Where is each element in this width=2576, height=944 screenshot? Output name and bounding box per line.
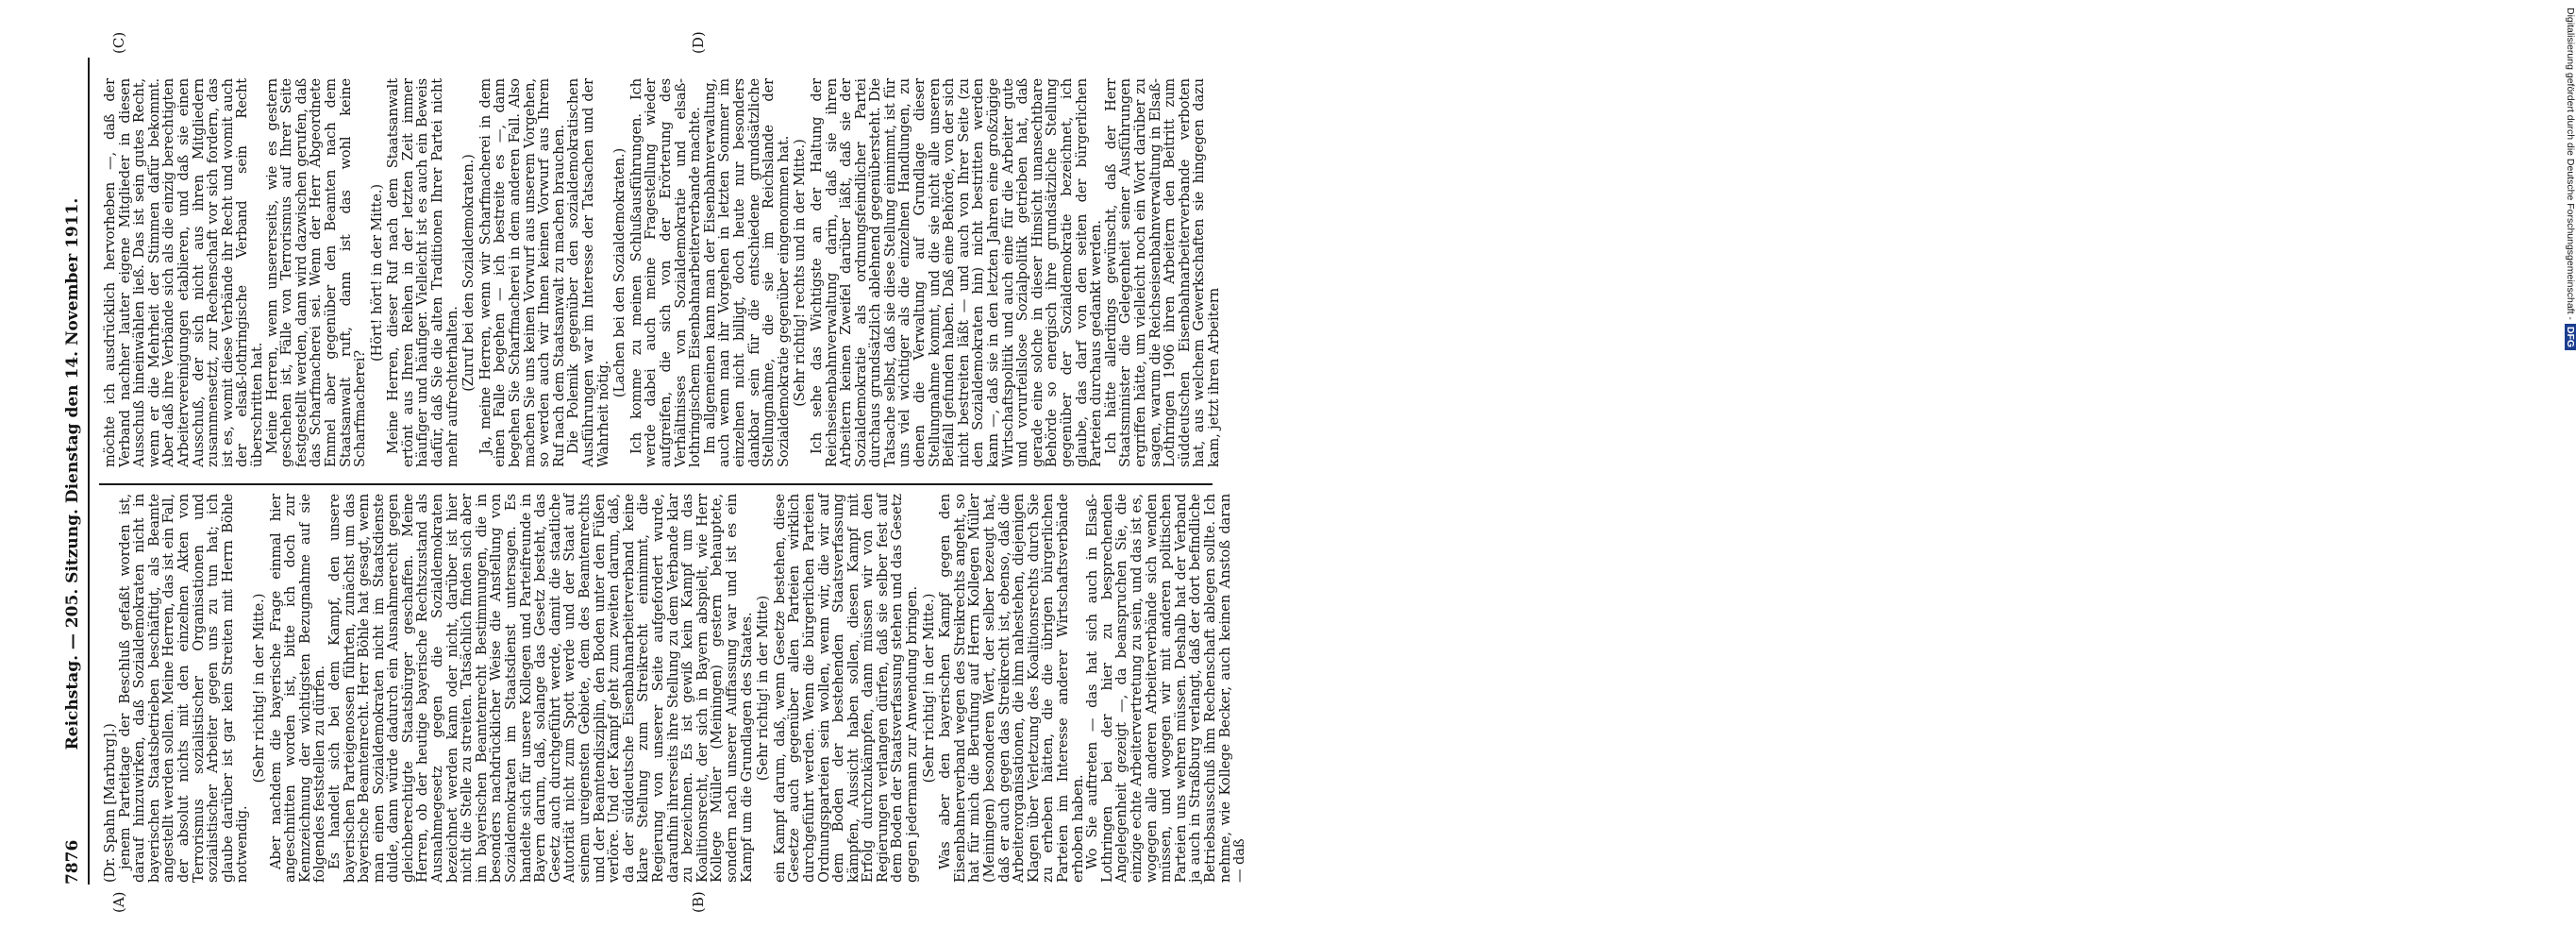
paragraph: Ich sehe das Wichtigste an der Haltung der Reichseisenbahnverwaltung darin, daß sie ihren Arbeitern keinen Zweifel darüber läßt, daß sie der Sozialdemokratie als ordnungsfeindlicher Partei durchaus grundsätzlich ablehnend gegenübersteht. Die Tatsache selbst, daß sie diese Stellung einnimmt, ist für uns viel wichtiger als die einzelnen Handlungen, zu denen die Verwaltung auf Grundlage dieser Stellungnahme kommt, und die sie nicht alle unseren Beifall gefunden haben. Daß eine Behörde, von der sich nicht bestreiten läßt — und auch von Ihrer Seite (zu den Sozialdemokraten hin) nicht bestritten werden kann —, daß sie in den letzten Jahren eine großzügige Wirtschaftspolitik und auch eine für die Arbeiter gute und vorurteilslose Sozialpolitik getrieben hat, daß gerade eine solche in dieser Hinsicht unansechtbare Behörde so energisch ihre grundsätzliche Stellung gegenüber der Sozialdemokratie bezeichnet, ich glaube, das darf von den seiten der bürgerlichen Parteien durchaus gedankt werden.: [808, 78, 1105, 467]
margin-marker-c: (C): [110, 31, 127, 54]
interjection: (Sehr richtig! rechts und in der Mitte.): [792, 139, 809, 407]
paragraph: Was aber den bayerischen Kampf gegen den Eisenbahnerverband wegen des Streikrechts angeht, so hat für mich die Berufung auf Herrn Kollegen Müller (Meiningen) besonderen Wert, der selber bezeugt hat, daß er auch gegen das Streikrecht ist, ebenso, daß die Arbeiterorganisationen, die ihm nahestehen, diejenigen Klagen über Verletzung des Koalitionsrechts durch Sie zu erheben hätten, die die übrigen bürgerlichen Parteien im Interesse anderer Wirtschaftsverbände erhoben haben.: [937, 494, 1086, 883]
column-divider: [99, 483, 1213, 485]
paragraph: jenem Parteitage der Beschluß gefaßt worden ist, darauf hinzuwirken, daß Sozialdemokraten nicht in bayerischen Staatsbetrieben beschäftigt, als Beamte angestellt werden sollen. Meine Herren, das ist ein Fall, der absolut nichts mit den einzelnen Akten von Terrorismus sozialistischer Organisationen und sozialistischer Arbeiter gegen uns zu tun hat; ich glaube darüber ist gar kein Streiten mit Herrn Böhle notwendig.: [116, 494, 251, 883]
rotated-page: [39, 33, 1265, 911]
paragraph: Wo Sie auftreten — das hat sich auch in Elsaß-Lothringen bei der hier zu besprechenden Angelegenheit gezeigt —, da beanspruchen Sie, die einzige echte Arbeitervertretung zu sein, und das ist es, wogegen alle anderen Arbeiterverbände sich wenden müssen, und wogegen wir mit anderen politischen Parteien uns wehren müssen. Deshalb hat der Verband ja auch in Straßburg verlangt, daß der dort befindliche Betriebsausschuß ihm Rechenschaft ablegen sollte. Ich nehme, wie Kollege Becker, auch keinen Anstoß daran — daß: [1084, 494, 1248, 883]
interjection: (Sehr richtig! in der Mitte.): [250, 593, 267, 784]
paragraph: möchte ich ausdrücklich hervorheben —, daß der Verband nachher lauter eigene Mitglieder in diesen Ausschuß hineinwählen ließ. Das ist sein gutes Recht, wenn er die Mehrheit der Stimmen dafür bekommt. Aber daß ihre Verbände sich als die einzig berechtigten Arbeitervereinigungen etablieren, und daß sie einen Ausschuß, der sich nicht aus ihren Mitgliedern zusammensetzt, zur Rechenschaft vor sich fordern, das ist es, womit diese Verbände ihr Recht und womit auch der elsaß-lothringische Verband sein Recht überschritten hat.: [102, 78, 265, 467]
left-column: [103, 494, 1247, 883]
paragraph: ein Kampf darum, daß, wenn Gesetze bestehen, diese Gesetze auch gegenüber allen Parteien wirklich durchgeführt werden. Wenn die bürgerlichen Parteien Ordnungsparteien sein wollen, wenn wir, die wir auf dem Boden der bestehenden Staatsverfassung kämpfen, Aussicht haben sollen, diesen Kampf mit Erfolg durchzukämpfen, dann müssen wir von den Regierungen verlangen dürfen, daß sie selber fest auf dem Boden der Staatsverfassung stehen und das Gesetz gegen jedermann zur Anwendung bringen.: [771, 494, 921, 883]
header-rule: [88, 58, 90, 885]
page-header: [58, 63, 88, 885]
paragraph: Aber nachdem die bayerische Frage einmal hier angeschnitten worden ist, bitte ich doch zur Kennzeichnung der wichtigsten Bezugnahme auf sie folgendes feststellen zu dürfen.: [267, 494, 328, 883]
interjection: (Hört! hört! in der Mitte.): [368, 184, 385, 362]
dfg-logo-icon: DFG: [2565, 324, 2576, 350]
paragraph: Ich hätte allerdings gewünscht, daß der Herr Staatsminister die Gelegenheit seiner Ausführungen ergriffen hätte, um vielleicht noch ein Wort darüber zu sagen, warum die Reichseisenbahnverwaltung in Elsaß-Lothringen 1906 ihren Arbeitern den Beitritt zum süddeutschen Eisenbahnarbeiterverbande verboten hat, aus welchem Gewerkschaften sie hingegen dazu kam, jetzt ihren Arbeitern: [1102, 78, 1222, 467]
running-head: Reichstag. — 205. Sitzung. Dienstag den 14. November 1911.: [63, 197, 82, 750]
interjection: (Sehr richtig! in der Mitte): [755, 595, 772, 782]
dfg-credit: [1283, 0, 2576, 944]
right-column: [103, 78, 1222, 467]
paragraph: Meine Herren, dieser Ruf nach dem Staatsanwalt ertönt aus Ihren Reihen in der letzten Zeit immer häufiger und häufiger. Vielleicht ist es auch ein Beweis dafür, daß Sie die alten Traditionen Ihrer Partei nicht mehr aufrechterhalten.: [385, 78, 460, 467]
interjection: (Zuruf bei den Sozialdemokraten.): [460, 154, 477, 392]
paragraph: Die Polemik gegenüber den sozialdemokratischen Ausführungen war im Interesse der Tatsachen und der Wahrheit nötig.: [565, 78, 611, 467]
credit-text: Digitalisierung gefördert durch die Deutsche Forschungsgemeinschaft -: [2565, 8, 2576, 320]
paragraph: Im allgemeinen kann man der Eisenbahnverwaltung, auch wenn man ihr Vorgehen in letzten Sommer im einzelnen nicht billigt, doch heute nur besonders dankbar sein für die entschiedene grundsätzliche Stellungnahme, die sie im Reichslande der Sozialdemokratie gegenüber eingenommen hat.: [701, 78, 792, 467]
interjection: (Sehr richtig! in der Mitte.): [920, 593, 937, 784]
paragraph: Es handelt sich bei dem Kampf, den unsere bayerischen Parteigenossen führten, zunächst um das bayerische Beamtenrecht. Herr Böhle hat gesagt, wenn man einen Sozialdemokraten nicht im Staatsdienste dulde, dann würde dadurch ein Ausnahmerecht gegen gleichberechtigte Staatsbürger geschaffen. Meine Herren, ob der heutige bayerische Rechtszustand als Ausnahmegesetz gegen die Sozialdemokraten bezeichnet werden kann oder nicht, darüber ist hier nicht die Stelle zu streiten. Tatsächlich finden sich aber im bayerischen Beamtenrecht Bestimmungen, die in besonders nachdrücklicher Weise die Anstellung von Sozialdemokraten im Staatsdienst untersagen. Es handelte sich für unsere Kollegen und Parteifreunde in Bayern darum, daß, solange das Gesetz besteht, das Gesetz auch durchgeführt werde, damit die staatliche Autorität nicht zum Spott werde und der Staat auf seinem ureigensten Gebiete, dem des Beamtenrechts und der Beamtendisziplin, den Boden unter den Füßen verlöre. Und der Kampf geht zum zweiten darum, daß, da der süddeutsche Eisenbahnarbeiterverband keine klare Stellung zum Streikrecht einnimmt, die Regierung von unserer Seite aufgefordert wurde, daraufhin ihrerseits ihre Stellung zu dem Verbande klar zu bezeichnen. Es ist gewiß kein Kampf um das Koalitionsrecht, der sich in Bayern abspielt, wie Herr Kollege Müller (Meiningen) gestern behauptete, sondern nach unserer Auffassung war und ist es ein Kampf um die Grundlagen des Staates.: [326, 494, 755, 883]
paragraph: Meine Herren, wenn unsererseits, wie es gestern geschehen ist, Fälle von Terrorismus auf Ihrer Seite festgestellt werden, dann wird dazwischen gerufen, daß das Scharfmacherei sei. Wenn der Herr Abgeordnete Emmel aber gegenüber den Beamten nach dem Staatsanwalt ruft, dann ist das wohl keine Scharfmacherei?: [263, 78, 369, 467]
speaker-line: (Dr. Spahn [Marburg].): [102, 723, 118, 883]
paragraph: Ich komme zu meinen Schlußausführungen. Ich werde dabei auch meine Fragestellung wieder aufgreifen, die sich von der Erörterung des Verhältnisses von Sozialdemokratie und elsaß-lothringischem Eisenbahnarbeiterverbande machte.: [627, 78, 704, 467]
dfg-credit-text: [2565, 8, 2576, 350]
margin-marker-d: (D): [690, 31, 707, 54]
page-number: 7876: [63, 839, 82, 885]
paragraph: Ja, meine Herren, wenn wir Scharfmacherei in dem einen Falle begehen — ich bestreite es —, dann begehen Sie Scharfmacherei in dem anderen Fall. Also machen Sie uns keinen Vorwurf aus unserem Vorgehen, so werden auch wir Ihnen keinen Vorwurf aus Ihrem Ruf nach dem Staatsanwalt zu machen brauchen.: [477, 78, 567, 467]
interjection: (Lachen bei den Sozialdemokraten.): [611, 147, 628, 398]
margin-marker-a: (A): [110, 891, 127, 913]
margin-marker-b: (B): [690, 891, 707, 913]
